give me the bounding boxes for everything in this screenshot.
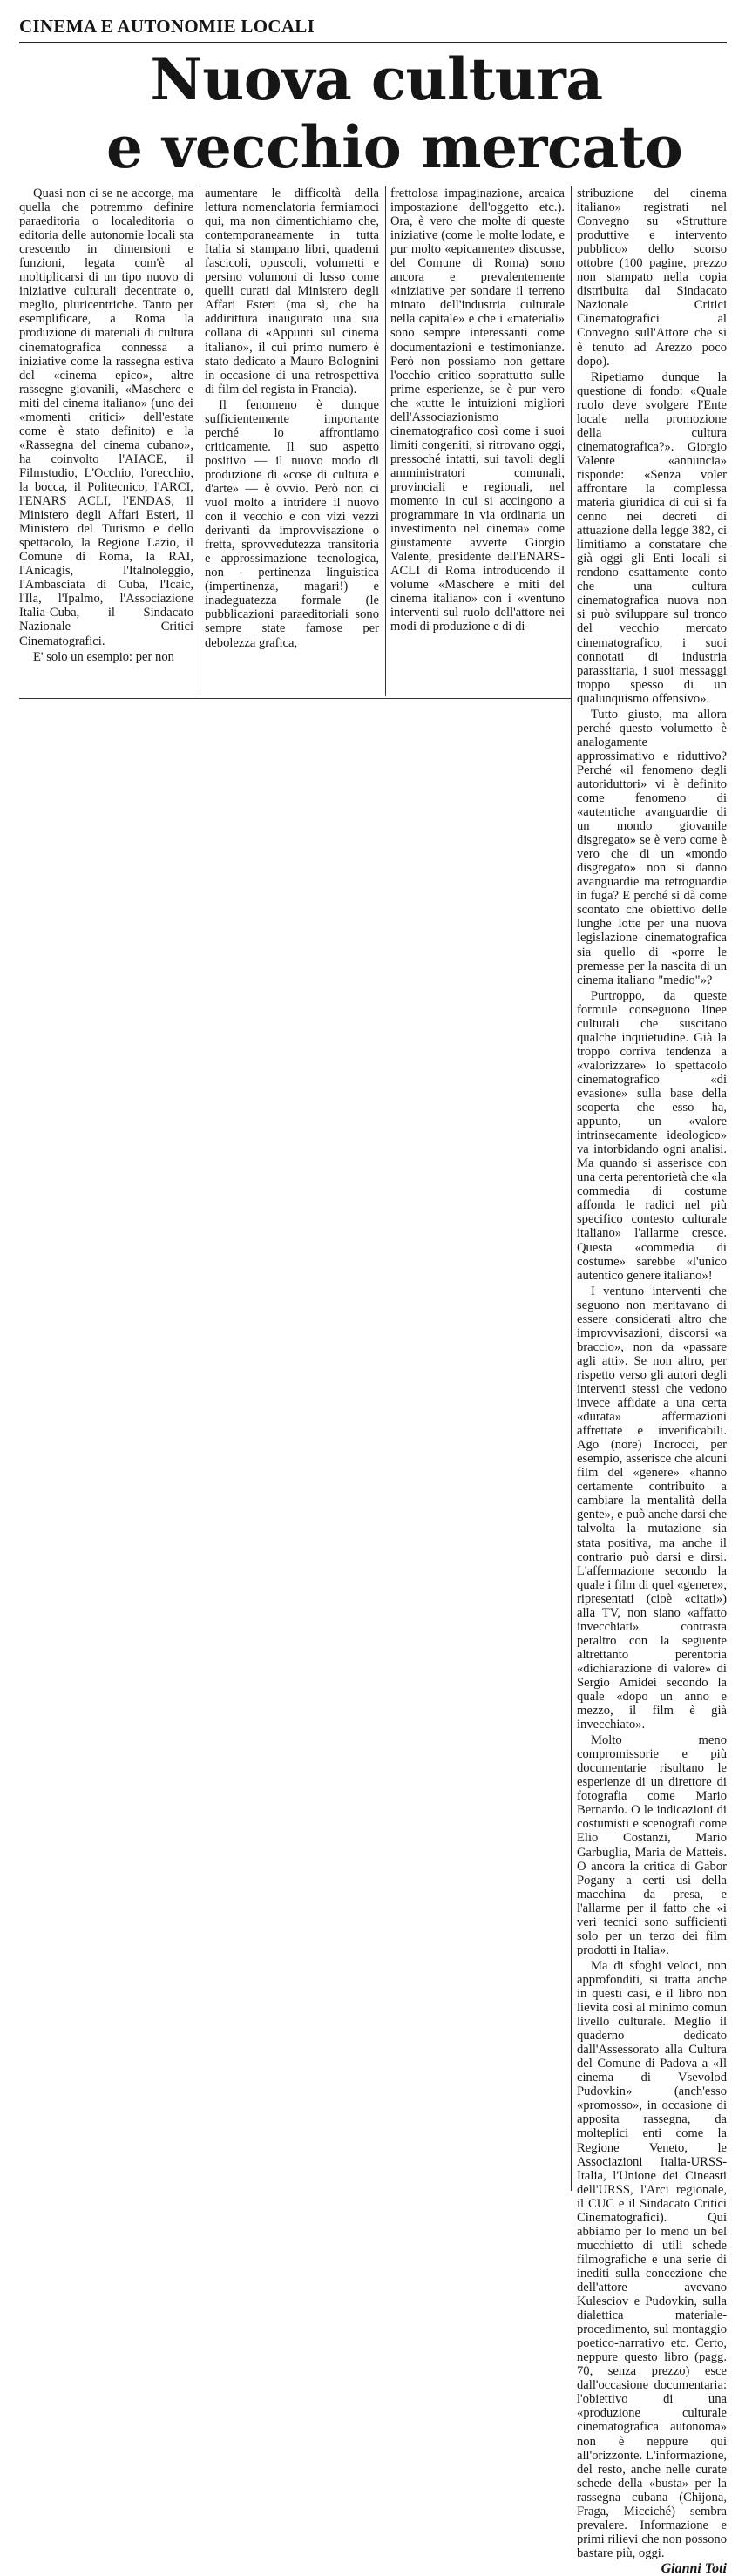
column-rule-3 [571,186,572,2191]
article-column-1 [19,186,193,664]
paragraph: Tutto giusto, ma allora perché questo volumetto è analogamente approssimativo e riduttivo? Perché «il fenomeno degli autoriduttori» vi è definito come fenomeno di «autentiche avanguardie di un mondo giovanile disgregato» se è vero come è vero che di un «mondo disgregato» non si danno avanguardie ma retroguardie in fuga? E perché si dà come scontato che obiettivo delle lunghe lotte per una nuova legislazione cinematografica sia quello di «porre le premesse per la nascita di un cinema italiano "medio"»? [577,707,727,987]
article-column-3 [390,186,565,634]
paragraph: Il fenomeno è dunque sufficientemente importante perché lo affrontiamo criticamente. Il suo aspetto positivo — il nuovo modo di produzione di «cose di cultura e d'arte» — è ovvio. Però non ci vuol molto a intridere il nuovo con il vecchio e con vizi vezzi derivanti da improvvisazione o fretta, sprovvedutezza transitoria e approssimazione tecnologica, non - pertinenza linguistica (impertinenza, magari!) e inadeguatezza formale (le pubblicazioni paraeditoriali sono sempre state famose per debolezza grafica, [205,397,379,650]
paragraph: Purtroppo, da queste formule conseguono linee culturali che suscitano qualche inquietudine. Già la troppo corriva tendenza a «valorizzare» lo spettacolo cinematografico «di evasione» sulla base della scoperta che esso ha, appunto, un «valore intrinsecamente ideologico» va intorbidando ogni analisi. Ma quando si asserisce con una certa perentorietà che «la commedia di costume affonda le radici nel più specifico contesto culturale italiano» l'allarme cresce. Questa «commedia di costume» sarebbe «l'unico autentico genere italiano»! [577,988,727,1283]
paragraph: frettolosa impaginazione, arcaica impostazione dell'oggetto etc.). Ora, è vero che molte di queste iniziative (come le molte lodate, e pur molto «epicamente» discusse, del Comune di Roma) sono ancora e prevalentemente «iniziative per sondare il terreno minato dell'industria culturale nella capitale» e che i «materiali» sono sempre interessanti come documentazioni e testimonianze. Però non possiamo non gettare l'occhio critico soprattutto sulle prime esperienze, se è pur vero che «tutte le intuizioni migliori dell'Associazionismo cinematografico così come i suoi limiti congeniti, si ritrovano oggi, pressoché intatti, sui tavoli degli amministratori comunali, provinciali e regionali, nel momento in cui si accingono a programmare in via ordinaria un investimento nel cinema» come giustamente avverte Giorgio Valente, presidente dell'ENARS-ACLI di Roma introducendo il volume «Maschere e miti del cinema italiano» con i «ventuno interventi sul ruolo dell'attore nei modi di produzione e di di- [390,186,565,634]
article-column-2 [205,186,379,650]
paragraph: Quasi non ci se ne accorge, ma quella che potremmo definire paraeditoria o localeditoria o editoria delle autonomie locali sta crescendo in dimensioni e funzioni, legata com'è al moltiplicarsi di un tipo nuovo di iniziative culturali decentrate o, meglio, pluricentriche. Tanto per esemplificare, a Roma la produzione di materiali di cultura cinematografica connessa a iniziative come la rassegna estiva del «cinema epico», altre rassegne giovanili, «Maschere e miti del cinema italiano» (uno dei «momenti critici» dell'estate come è stato definito) e la «Rassegna del cinema cubano», ha coinvolto l'AIACE, il Filmstudio, L'Occhio, l'orecchio, la bocca, il Politecnico, l'ARCI, l'ENARS ACLI, l'ENDAS, il Ministero degli Affari Esteri, il Ministero del Turismo e dello spettacolo, la Regione Lazio, il Comune di Roma, la RAI, l'Anicagis, l'Italnoleggio, l'Ambasciata di Cuba, l'Icaic, l'Ila, l'Ipalmo, l'Associazione Italia-Cuba, il Sindacato Nazionale Critici Cinematografici. [19,186,193,648]
paragraph: Molto meno compromissorie e più documentarie risultano le esperienze di un direttore di fotografia come Mario Bernardo. O le indicazioni di costumisti e scenografi come Elio Costanzi, Mario Garbuglia, Maria de Matteis. O ancora la critica di Gabor Pogany a certi usi della macchina da presa, e l'allarme per il fatto che «i veri tecnici sono sufficienti solo per un terzo dei film prodotti in Italia». [577,1733,727,1957]
section-kicker: CINEMA E AUTONOMIE LOCALI [19,16,315,37]
kicker-rule [19,42,727,43]
paragraph: I ventuno interventi che seguono non meritavano di essere considerati altro che improvvisazioni, discorsi «a braccio», non da «passare agli atti». Se non altro, per rispetto verso gli autori degli interventi stessi che vedono invece affidate a una certa «durata» affermazioni affrettate e inverificabili. Ago (nore) Incrocci, per esempio, asserisce che alcuni film del «genere» «hanno certamente contribuito a cambiare la mentalità della gente», e può anche darsi che talvolta la mutazione sia stata positiva, ma anche il contrario può darsi e dirsi. L'affermazione secondo la quale i film di quel «genere», ripresentati (cioè «citati») alla TV, non siano «affatto invecchiati» contrasta peraltro con la seguente altrettanto perentoria «dichiarazione di valore» di Sergio Amidei secondo la quale «dopo un anno e mezzo, il film è già invecchiato». [577,1284,727,1732]
paragraph: Ripetiamo dunque la questione di fondo: «Quale ruolo deve svolgere l'Ente locale nella promozione della cultura cinematografica?». Giorgio Valente «annuncia» risponde: «Senza voler affrontare la complessa materia giuridica di cui si fa cenno nei decreti di attuazione della legge 382, ci limitiamo a constatare che già oggi gli Enti locali si rendono esattamente conto che una cultura cinematografica nuova non si può sviluppare sul tronco del vecchio mercato cinematografico, i suoi connotati di industria parassitaria, i suoi messaggi troppo spesso di un qualunquismo offensivo». [577,369,727,706]
article-column-4 [577,186,727,2576]
headline [106,45,683,181]
paragraph: aumentare le difficoltà della lettura nomenclatoria fermiamoci qui, ma non dimentichiamo che, contemporaneamente in tutta Italia si stampano libri, quaderni fascicoli, opuscoli, volumetti e persino volumoni di lusso come quelli curati dal Ministero degli Affari Esteri (ma sì, che ha addirittura inaugurato una sua collana di «Appunti sul cinema italiano», il cui primo numero è stato dedicato a Mauro Bolognini in occasione di una retrospettiva di film del regista in Francia). [205,186,379,397]
paragraph: Ma di sfoghi veloci, non approfonditi, si tratta anche in questi casi, e il libro non lievita così al minimo comun livello culturale. Meglio il quaderno dedicato dall'Assessorato alla Cultura del Comune di Padova a «Il cinema di Vsevolod Pudovkin» (anch'esso «promosso», in occasione di apposita rassegna, da molteplici enti come la Regione Veneto, le Associazioni Italia-URSS-Italia, l'Unione dei Cineasti dell'URSS, l'Arci regionale, il CUC e il Sindacato Critici Cinematografici). Qui abbiamo per lo meno un bel mucchietto di utili schede filmografiche e una serie di inediti sulla concezione che dell'attore avevano Kulesciov e Pudovkin, sulla dialettica materiale-procedimento, sul montaggio poetico-narrativo etc. Certo, neppure questo libro (pagg. 70, senza prezzo) esce dall'occasione documentaria: l'obiettivo di una «produzione culturale cinematografica autonoma» non è neppure qui all'orizzonte. L'informazione, del resto, anche nelle curate schede della «busta» per la rassegna cubana (Chijona, Fraga, Micciché) sembra prevalere. Informazione e primi rilievi che non possono bastare più, oggi. [577,1958,727,2560]
newspaper-page [19,16,734,2576]
author-signature: Gianni Toti [661,2560,727,2576]
headline-line-1: Nuova cultura [150,45,603,113]
article-bottom-rule [19,698,571,699]
paragraph: stribuzione del cinema italiano» registrati nel Convegno su «Strutture produttive e intervento pubblico» dello scorso ottobre (100 pagine, prezzo non stampato nella copia distribuita dal Sindacato Nazionale Critici Cinematografici al Convegno sull'Attore che si è tenuto ad Arezzo poco dopo). [577,186,727,369]
headline-line-2: e vecchio mercato [106,113,683,181]
column-rule-2 [385,186,386,696]
paragraph: E' solo un esempio: per non [33,649,174,664]
